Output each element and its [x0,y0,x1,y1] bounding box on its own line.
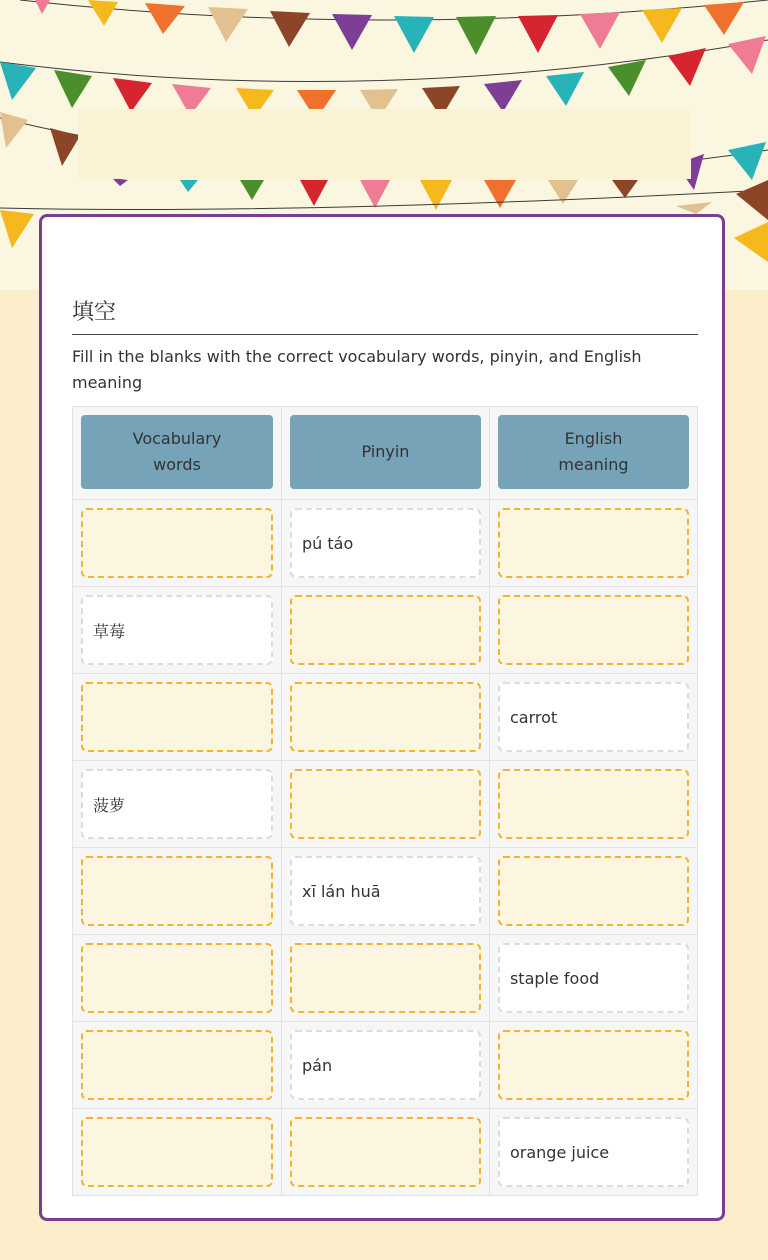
table-cell [281,500,489,586]
given-answer-pinyin: pú táo [290,508,481,578]
table-cell [73,761,281,847]
table-cell [73,500,281,586]
table-cell [489,674,697,760]
bunting-string-1 [20,0,768,55]
table-cell [281,761,489,847]
given-answer-vocabulary: 菠萝 [81,769,273,839]
table-row [73,1021,697,1108]
given-answer-english: staple food [498,943,689,1013]
table-cell [73,674,281,760]
worksheet-card [39,214,725,1221]
header-cell [489,407,697,499]
blank-answer-field-pinyin[interactable] [290,682,481,752]
blank-answer-field-pinyin[interactable] [290,943,481,1013]
table-row [73,673,697,760]
blank-answer-field-english[interactable] [498,769,689,839]
header-cell [73,407,281,499]
header-cell [281,407,489,499]
table-cell [489,761,697,847]
table-cell [489,1022,697,1108]
bunting-string-2 [0,36,768,120]
table-row [73,499,697,586]
table-row [73,760,697,847]
table-cell [281,1109,489,1195]
blank-answer-field-vocabulary[interactable] [81,943,273,1013]
blank-answer-field-english[interactable] [498,1030,689,1100]
table-cell [73,935,281,1021]
blank-answer-field-english[interactable] [498,856,689,926]
table-cell [489,500,697,586]
given-answer-pinyin: pán [290,1030,481,1100]
table-cell [489,587,697,673]
blank-answer-field-vocabulary[interactable] [81,1030,273,1100]
blank-answer-field-english[interactable] [498,508,689,578]
table-cell [489,935,697,1021]
table-body [73,499,697,1195]
table-row [73,1108,697,1195]
given-answer-english: orange juice [498,1117,689,1187]
blank-answer-field-vocabulary[interactable] [81,1117,273,1187]
table-cell [489,1109,697,1195]
blank-answer-field-pinyin[interactable] [290,595,481,665]
table-row [73,847,697,934]
blank-answer-field-vocabulary[interactable] [81,508,273,578]
table-cell [73,587,281,673]
blank-answer-field-vocabulary[interactable] [81,682,273,752]
section-title: 填空 [72,295,698,335]
given-answer-english: carrot [498,682,689,752]
column-header-vocabulary: Vocabulary words [81,415,273,489]
table-row [73,934,697,1021]
table-cell [281,587,489,673]
blank-answer-field-english[interactable] [498,595,689,665]
column-header-pinyin: Pinyin [290,415,481,489]
worksheet-title-box [78,109,691,179]
table-cell [281,848,489,934]
table-cell [73,848,281,934]
given-answer-vocabulary: 草莓 [81,595,273,665]
table-cell [281,935,489,1021]
table-cell [489,848,697,934]
blank-answer-field-pinyin[interactable] [290,1117,481,1187]
blank-answer-field-vocabulary[interactable] [81,856,273,926]
table-cell [73,1109,281,1195]
column-header-english: English meaning [498,415,689,489]
table-cell [281,1022,489,1108]
fill-in-table [72,406,698,1196]
table-header-row [73,407,697,499]
table-row [73,586,697,673]
given-answer-pinyin: xī lán huā [290,856,481,926]
table-cell [281,674,489,760]
instructions-text: Fill in the blanks with the correct vocabulary words, pinyin, and English meaning [72,347,642,392]
table-cell [73,1022,281,1108]
blank-answer-field-pinyin[interactable] [290,769,481,839]
